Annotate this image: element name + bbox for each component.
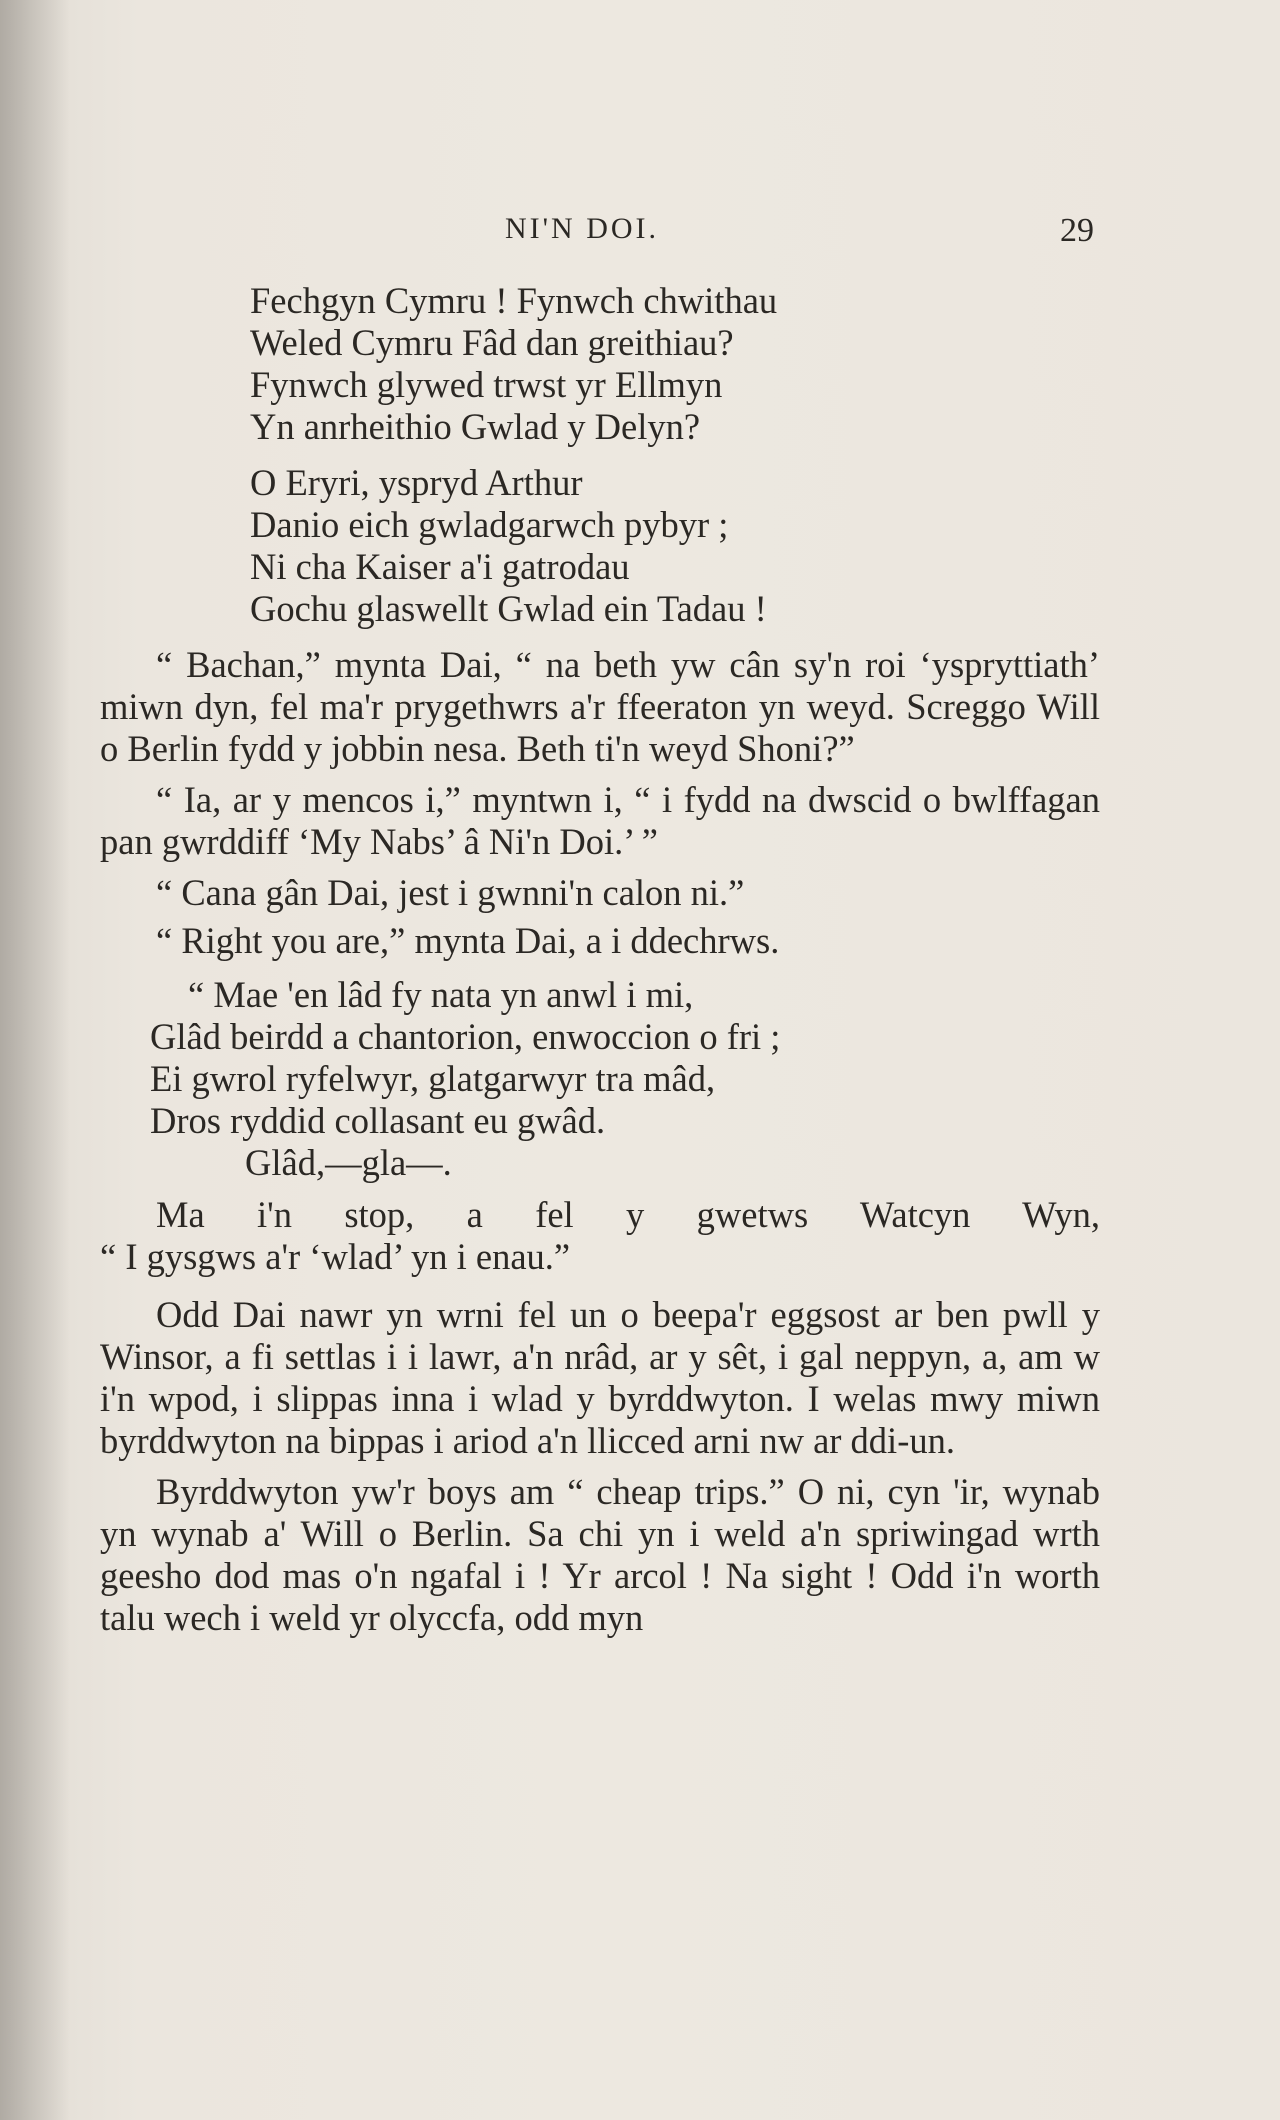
song-line: “ Mae 'en lâd fy nata yn anwl i mi, xyxy=(188,974,694,1015)
quoted-couplet xyxy=(100,1194,1100,1278)
narrative-paragraph: Odd Dai nawr yn wrni fel un o beepa'r eggsost ar ben pwll y Winsor, a fi settlas i i lawr, a'n nrâd, ar y sêt, i gal neppyn, a, am w i'n wpod, i slippas inna i wlad y byrddwyton. I welas mwy miwn byrddwyton na bippas i ariod a'n llicced arni nw ar ddi-un. xyxy=(100,1294,1100,1461)
poem-line: Weled Cymru Fâd dan greithiau? xyxy=(250,322,734,363)
poem-line: Ni cha Kaiser a'i gatrodau xyxy=(250,546,630,587)
poem-stanza xyxy=(250,462,1100,630)
running-head: NI'N DOI. xyxy=(505,212,660,245)
poem-line: Gochu glaswellt Gwlad ein Tadau ! xyxy=(250,588,767,629)
poem-line: Fynwch glywed trwst yr Ellmyn xyxy=(250,364,723,405)
dialogue-paragraph: “ Cana gân Dai, jest i gwnni'n calon ni.” xyxy=(156,872,745,913)
poem-line: Yn anrheithio Gwlad y Delyn? xyxy=(250,406,701,447)
page-number: 29 xyxy=(1060,212,1094,249)
song-line: Dros ryddid collasant eu gwâd. xyxy=(150,1100,606,1141)
song-refrain: Glâd,—gla—. xyxy=(245,1142,452,1183)
page-header xyxy=(0,212,1280,252)
page-body xyxy=(100,280,1100,1648)
dialogue-paragraph: “ Ia, ar y mencos i,” myntwn i, “ i fydd na dwscid o bwlffagan pan gwrddiff ‘My Nabs’ â Ni'n Doi.’ ” xyxy=(100,779,1100,862)
song-verse xyxy=(150,974,1100,1184)
quote-line: “ I gysgws a'r ‘wlad’ yn i enau.” xyxy=(100,1236,571,1277)
dialogue-paragraph: “ Bachan,” mynta Dai, “ na beth yw cân sy'n roi ‘yspryttiath’ miwn dyn, fel ma'r prygethwrs a'r ffeeraton yn weyd. Screggo Will o Berlin fydd y jobbin nesa. Beth ti'n weyd Shoni?” xyxy=(100,644,1100,769)
gutter-shadow xyxy=(0,0,70,2120)
poem-stanza xyxy=(250,280,1100,448)
dialogue-paragraph: “ Right you are,” mynta Dai, a i ddechrws. xyxy=(156,920,780,961)
narrative-paragraph: Byrddwyton yw'r boys am “ cheap trips.” O ni, cyn 'ir, wynab yn wynab a' Will o Berlin. Sa chi yn i weld a'n spriwingad wrth geesho dod mas o'n ngafal i ! Yr arcol ! Na sight ! Odd i'n worth talu wech i weld yr olyccfa, odd myn xyxy=(100,1471,1100,1638)
song-line: Ei gwrol ryfelwyr, glatgarwyr tra mâd, xyxy=(150,1058,716,1099)
song-line: Glâd beirdd a chantorion, enwoccion o fri ; xyxy=(150,1016,781,1057)
poem-line: O Eryri, yspryd Arthur xyxy=(250,462,583,503)
quote-line: Ma i'n stop, a fel y gwetws Watcyn Wyn, xyxy=(156,1194,1100,1235)
poem-line: Fechgyn Cymru ! Fynwch chwithau xyxy=(250,280,778,321)
poem-line: Danio eich gwladgarwch pybyr ; xyxy=(250,504,729,545)
